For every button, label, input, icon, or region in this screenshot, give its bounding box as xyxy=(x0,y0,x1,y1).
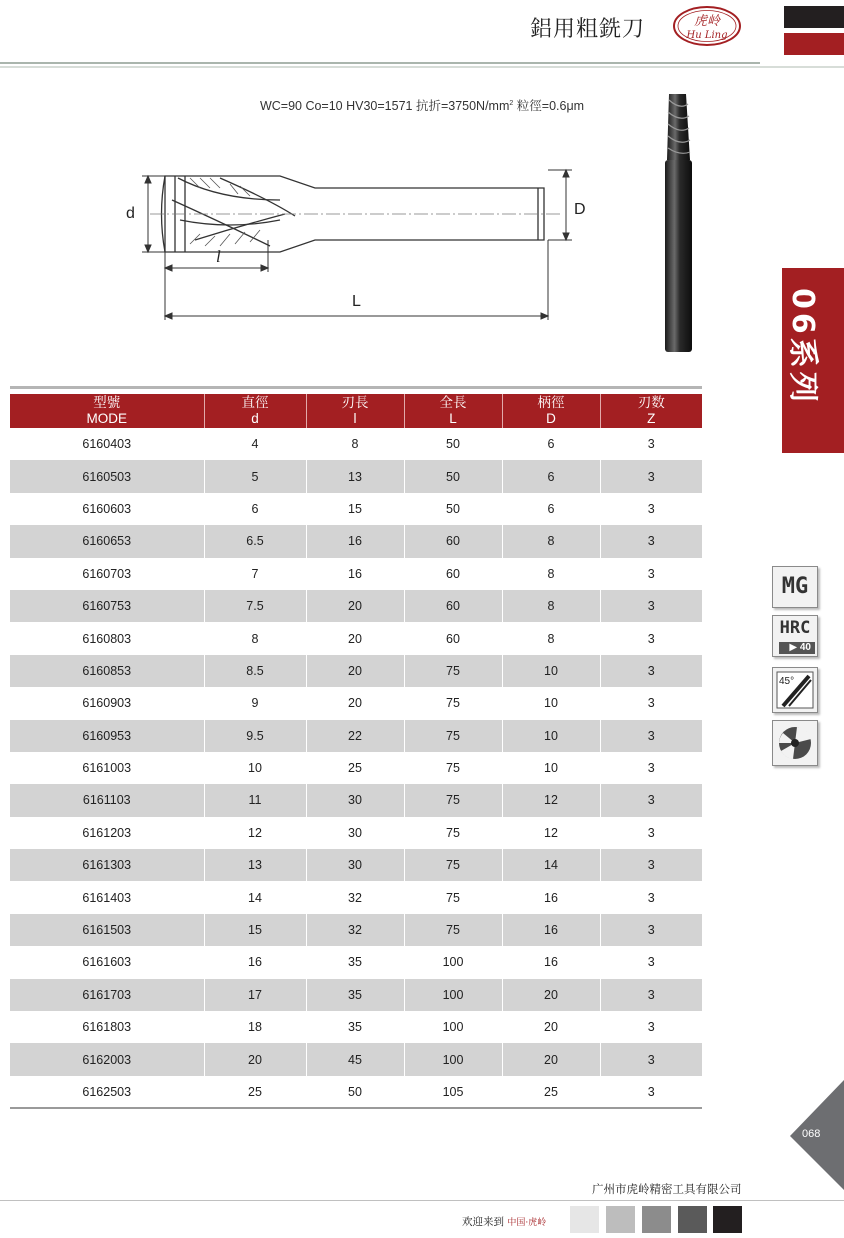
dim-label-L: L xyxy=(352,293,361,310)
cell-shank-diameter: 12 xyxy=(502,784,600,816)
cell-overall-length: 100 xyxy=(404,1011,502,1043)
cell-diameter: 10 xyxy=(204,752,306,784)
cell-model: 6161203 xyxy=(10,817,204,849)
cell-shank-diameter: 20 xyxy=(502,979,600,1011)
cell-diameter: 25 xyxy=(204,1076,306,1108)
table-row xyxy=(10,655,702,687)
cell-shank-diameter: 10 xyxy=(502,752,600,784)
cell-flute-length: 45 xyxy=(306,1043,404,1075)
cell-diameter: 11 xyxy=(204,784,306,816)
cell-shank-diameter: 20 xyxy=(502,1043,600,1075)
cell-model: 6160403 xyxy=(10,428,204,460)
table-row xyxy=(10,493,702,525)
cell-flutes: 3 xyxy=(600,784,702,816)
table-row xyxy=(10,720,702,752)
cell-overall-length: 75 xyxy=(404,720,502,752)
cell-overall-length: 75 xyxy=(404,817,502,849)
cell-flute-length: 30 xyxy=(306,784,404,816)
hu-ling-logo xyxy=(672,4,742,48)
table-row xyxy=(10,525,702,557)
table-row xyxy=(10,1011,702,1043)
cell-flute-length: 20 xyxy=(306,687,404,719)
cell-shank-diameter: 16 xyxy=(502,914,600,946)
header-flutes: 刃数 Z xyxy=(600,394,702,428)
cell-flutes: 3 xyxy=(600,460,702,492)
cell-flutes: 3 xyxy=(647,1085,655,1099)
table-row xyxy=(10,687,702,719)
table-row xyxy=(10,979,702,1011)
hrc-value: ▶ 40 xyxy=(779,642,815,654)
cell-flutes: 3 xyxy=(600,525,702,557)
cell-overall-length: 75 xyxy=(404,849,502,881)
cell-flute-length: 25 xyxy=(306,752,404,784)
cell-overall-length: 60 xyxy=(404,622,502,654)
cell-diameter: 16 xyxy=(204,946,306,978)
cell-shank-diameter: 12 xyxy=(502,817,600,849)
cell-model: 6160803 xyxy=(10,622,204,654)
color-swatch-3 xyxy=(642,1206,671,1233)
color-swatch-4 xyxy=(678,1206,707,1233)
end-mill-photo xyxy=(660,90,700,355)
cell-diameter: 8.5 xyxy=(204,655,306,687)
header-shank-diameter: 柄徑 D xyxy=(502,394,600,428)
table-row xyxy=(10,590,702,622)
cell-flutes: 3 xyxy=(600,655,702,687)
cell-flutes: 3 xyxy=(600,849,702,881)
cell-model: 6162503 xyxy=(10,1076,204,1108)
dim-label-d: d xyxy=(126,205,135,222)
cell-shank-diameter: 16 xyxy=(502,946,600,978)
logo-cn-text: 虎岭 xyxy=(693,14,721,29)
cell-flutes: 3 xyxy=(600,979,702,1011)
cell-flute-length: 15 xyxy=(306,493,404,525)
cell-flutes: 3 xyxy=(647,501,655,516)
header-diameter: 直徑 d xyxy=(204,394,306,428)
color-swatch-2 xyxy=(606,1206,635,1233)
table-row xyxy=(10,817,702,849)
table-row xyxy=(10,946,702,978)
cell-diameter: 7.5 xyxy=(204,590,306,622)
cell-model: 6161103 xyxy=(10,784,204,816)
cell-shank-diameter: 10 xyxy=(502,655,600,687)
cell-flute-length: 16 xyxy=(306,525,404,557)
cell-overall-length: 100 xyxy=(404,979,502,1011)
cell-flute-length: 22 xyxy=(306,720,404,752)
header-tab-dark xyxy=(784,6,844,28)
cell-shank-diameter: 6 xyxy=(502,493,600,525)
series-tab: 06系列 xyxy=(782,268,844,453)
cell-model: 6162003 xyxy=(10,1043,204,1075)
header-flute-length: 刃長 l xyxy=(306,394,404,428)
cell-diameter: 15 xyxy=(204,914,306,946)
cell-shank-diameter: 10 xyxy=(502,720,600,752)
cell-shank-diameter: 6 xyxy=(502,460,600,492)
cell-flute-length: 20 xyxy=(306,590,404,622)
flute-icon xyxy=(772,720,818,766)
cell-flute-length: 32 xyxy=(306,914,404,946)
cell-model: 6161603 xyxy=(10,946,204,978)
cell-flute-length: 35 xyxy=(306,979,404,1011)
cell-model: 6160903 xyxy=(10,687,204,719)
cell-overall-length: 50 xyxy=(404,428,502,460)
cell-shank-diameter: 8 xyxy=(502,622,600,654)
dim-label-l: l xyxy=(216,247,221,266)
cell-flute-length: 32 xyxy=(306,881,404,913)
cell-flute-length: 35 xyxy=(306,946,404,978)
cell-diameter: 8 xyxy=(204,622,306,654)
cell-shank-diameter: 8 xyxy=(502,590,600,622)
cell-overall-length: 75 xyxy=(404,655,502,687)
page-number: 068 xyxy=(802,1128,821,1140)
table-bottom-rule xyxy=(10,1107,702,1109)
cell-flutes: 3 xyxy=(647,955,655,970)
cell-shank-diameter: 14 xyxy=(502,849,600,881)
cell-diameter: 14 xyxy=(204,881,306,913)
cell-model: 6161303 xyxy=(10,849,204,881)
cell-flute-length: 35 xyxy=(306,1011,404,1043)
cell-overall-length: 60 xyxy=(404,558,502,590)
cell-overall-length: 100 xyxy=(404,946,502,978)
cell-overall-length: 75 xyxy=(404,914,502,946)
welcome-text: 欢迎来到 中国·虎岭 xyxy=(462,1216,547,1228)
table-row xyxy=(10,622,702,654)
cell-flute-length: 8 xyxy=(306,428,404,460)
cell-overall-length: 75 xyxy=(404,687,502,719)
cell-flutes: 3 xyxy=(647,1020,655,1035)
cell-model: 6160503 xyxy=(10,460,204,492)
table-top-rule xyxy=(10,386,702,389)
cell-flutes: 3 xyxy=(647,890,655,905)
cell-flutes: 3 xyxy=(647,566,655,581)
cell-diameter: 6.5 xyxy=(204,525,306,557)
cell-flutes: 3 xyxy=(600,590,702,622)
logo-en-text: Hu Ling xyxy=(686,30,728,41)
table-row xyxy=(10,1043,702,1075)
dim-label-D: D xyxy=(574,201,586,218)
cell-model: 6161003 xyxy=(10,752,204,784)
product-table xyxy=(10,394,702,1108)
cell-flute-length: 20 xyxy=(306,622,404,654)
table-row xyxy=(10,752,702,784)
cell-overall-length: 50 xyxy=(404,493,502,525)
cell-model: 6161703 xyxy=(10,979,204,1011)
mg-icon: MG xyxy=(772,566,818,608)
cell-shank-diameter: 20 xyxy=(502,1011,600,1043)
table-row xyxy=(10,881,702,913)
header-model: 型號 MODE xyxy=(10,394,204,428)
cell-overall-length: 75 xyxy=(404,752,502,784)
cell-diameter: 9 xyxy=(204,687,306,719)
cell-overall-length: 105 xyxy=(404,1076,502,1108)
cell-flutes: 3 xyxy=(600,720,702,752)
table-row xyxy=(10,428,702,460)
cell-shank-diameter: 8 xyxy=(502,525,600,557)
table-row xyxy=(10,1076,702,1108)
cell-flutes: 3 xyxy=(647,437,655,452)
cell-model: 6161403 xyxy=(10,881,204,913)
cell-shank-diameter: 8 xyxy=(502,558,600,590)
table-row xyxy=(10,558,702,590)
cell-shank-diameter: 10 xyxy=(502,687,600,719)
cell-shank-diameter: 25 xyxy=(502,1076,600,1108)
footer-divider xyxy=(0,1200,844,1201)
cell-flutes: 3 xyxy=(600,1043,702,1075)
cell-flutes: 3 xyxy=(647,631,655,646)
cell-overall-length: 60 xyxy=(404,590,502,622)
cell-diameter: 6 xyxy=(204,493,306,525)
table-row xyxy=(10,460,702,492)
cell-overall-length: 50 xyxy=(404,460,502,492)
cell-diameter: 17 xyxy=(204,979,306,1011)
cell-overall-length: 75 xyxy=(404,784,502,816)
cell-flute-length: 30 xyxy=(306,849,404,881)
hrc-icon xyxy=(772,615,818,657)
cell-model: 6161503 xyxy=(10,914,204,946)
header-divider xyxy=(0,62,760,64)
table-row xyxy=(10,784,702,816)
company-name: 广州市虎岭精密工具有限公司 xyxy=(592,1182,742,1196)
material-specs: WC=90 Co=10 HV30=1571 抗折$=3750N/mm^2$ 粒徑=0.6μm xyxy=(259,99,585,113)
cell-flutes: 3 xyxy=(647,761,655,776)
table-row xyxy=(10,914,702,946)
cell-flute-length: 50 xyxy=(306,1076,404,1108)
cell-overall-length: 75 xyxy=(404,881,502,913)
header-tab-red xyxy=(784,33,844,55)
cell-diameter: 7 xyxy=(204,558,306,590)
helix-angle-icon xyxy=(772,667,818,713)
end-mill-drawing xyxy=(120,160,590,330)
cell-flutes: 3 xyxy=(647,825,655,840)
cell-diameter: 4 xyxy=(204,428,306,460)
hrc-label: HRC xyxy=(779,618,811,638)
cell-flutes: 3 xyxy=(647,696,655,711)
cell-flutes: 3 xyxy=(600,914,702,946)
cell-diameter: 13 xyxy=(204,849,306,881)
color-swatch-5 xyxy=(713,1206,742,1233)
header-divider-light xyxy=(0,66,844,68)
table-row xyxy=(10,849,702,881)
header-overall-length: 全長 L xyxy=(404,394,502,428)
color-swatch-1 xyxy=(570,1206,599,1233)
cell-diameter: 20 xyxy=(204,1043,306,1075)
cell-overall-length: 60 xyxy=(404,525,502,557)
cell-diameter: 9.5 xyxy=(204,720,306,752)
cell-model: 6160653 xyxy=(10,525,204,557)
cell-model: 6160853 xyxy=(10,655,204,687)
cell-flute-length: 13 xyxy=(306,460,404,492)
table-header-row xyxy=(10,394,702,428)
cell-model: 6161803 xyxy=(10,1011,204,1043)
cell-diameter: 5 xyxy=(204,460,306,492)
cell-shank-diameter: 16 xyxy=(502,881,600,913)
cell-model: 6160703 xyxy=(10,558,204,590)
cell-model: 6160603 xyxy=(10,493,204,525)
page-title: 鋁用粗銑刀 xyxy=(530,17,646,42)
cell-shank-diameter: 6 xyxy=(502,428,600,460)
cell-flute-length: 20 xyxy=(306,655,404,687)
cell-model: 6160953 xyxy=(10,720,204,752)
cell-overall-length: 100 xyxy=(404,1043,502,1075)
cell-diameter: 18 xyxy=(204,1011,306,1043)
cell-flute-length: 16 xyxy=(306,558,404,590)
cell-diameter: 12 xyxy=(204,817,306,849)
angle-label: 45° xyxy=(779,676,795,687)
cell-flute-length: 30 xyxy=(306,817,404,849)
cell-model: 6160753 xyxy=(10,590,204,622)
